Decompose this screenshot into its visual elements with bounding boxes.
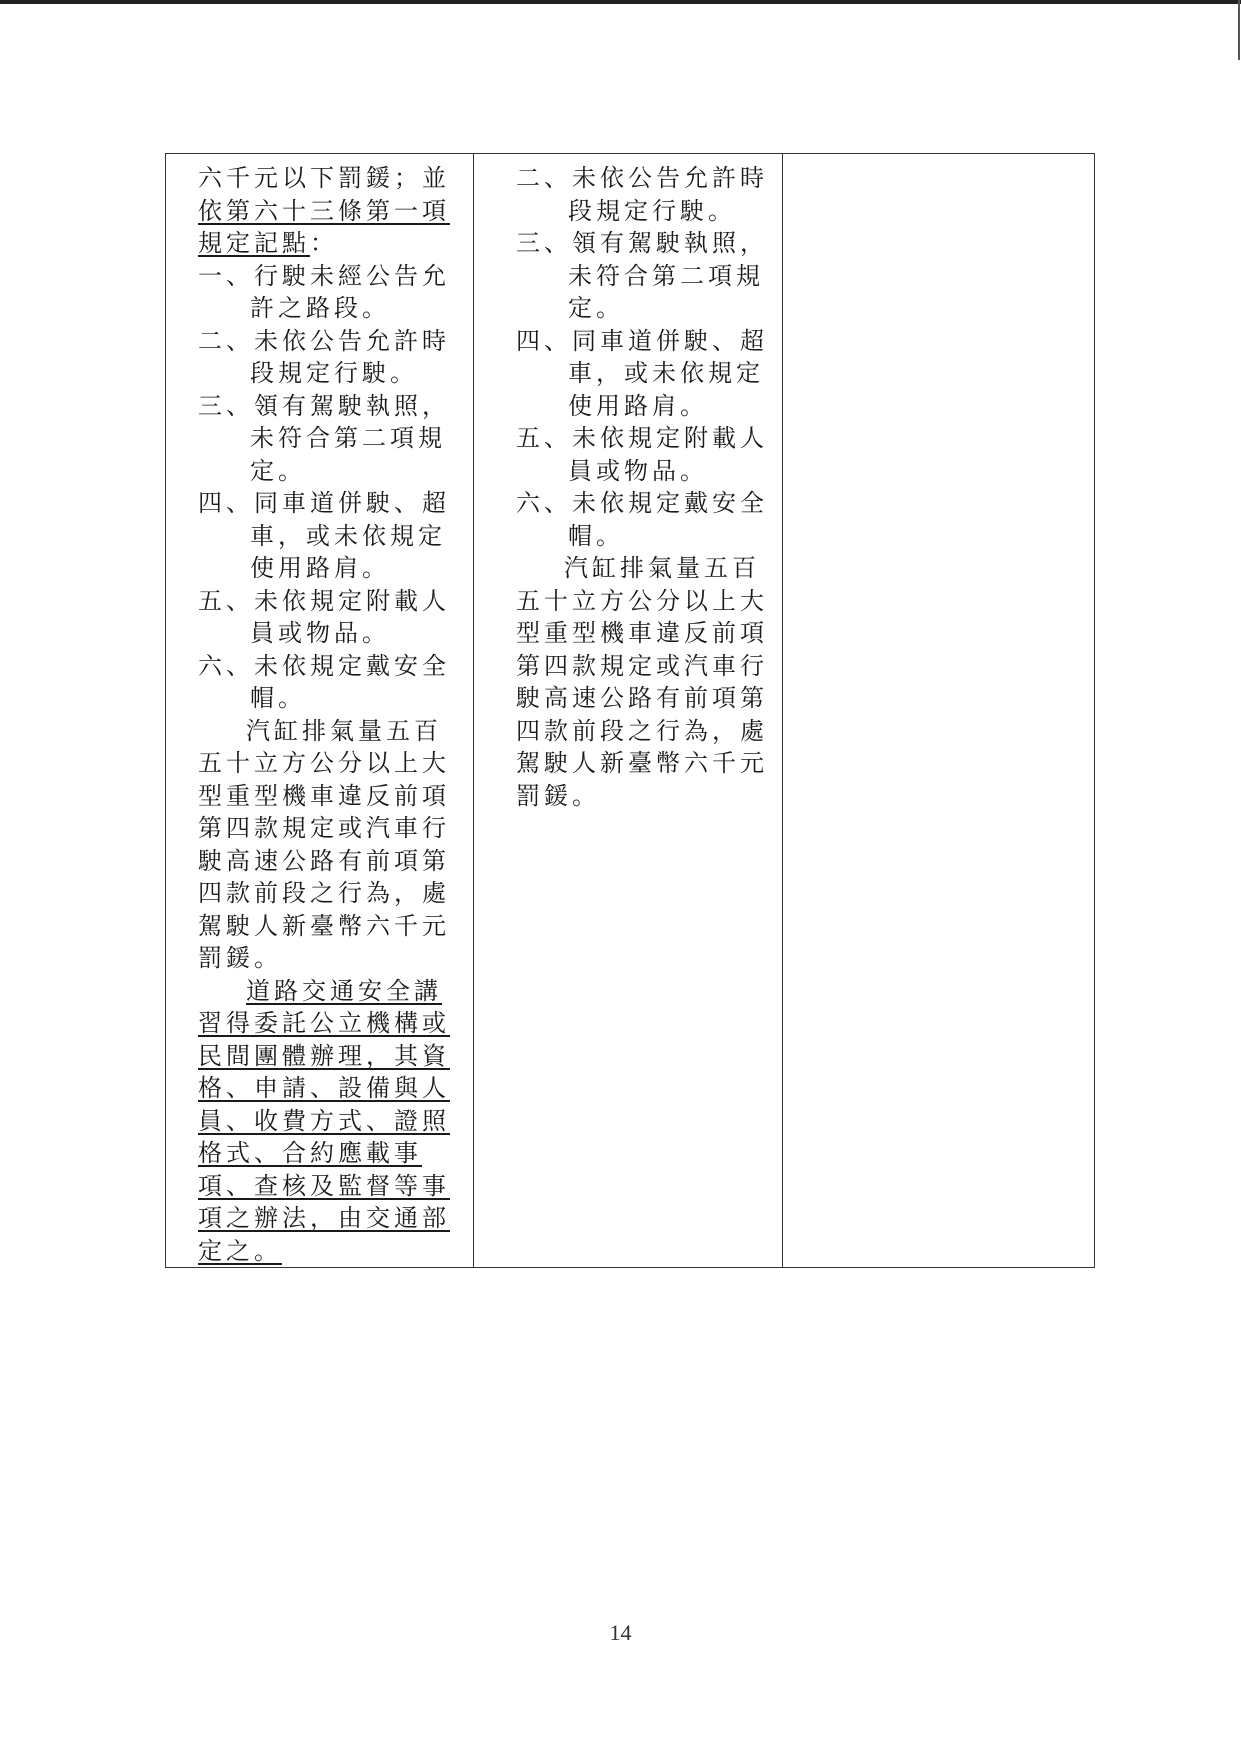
list-item: 二、未依公告允許時段規定行駛。 [516,164,768,225]
explanation-column [783,154,1095,1268]
list-item: 三、領有駕駛執照，未符合第二項規定。 [516,229,768,322]
penalty-paragraph: 汽缸排氣量五百五十立方公分以上大型重型機車違反前項第四款規定或汽車行駛高速公路有前項第四款前段之行為，處駕駛人新臺幣六千元罰鍰。 [198,716,450,972]
penalty-paragraph: 汽缸排氣量五百五十立方公分以上大型重型機車違反前項第四款規定或汽車行駛高速公路有前項第四款前段之行為，處駕駛人新臺幣六千元罰鍰。 [516,554,768,810]
top-border [0,0,1241,4]
intro-underlined-text: 依第六十三條第一項規定記點 [198,196,450,257]
column1-intro [198,162,465,260]
page-number: 14 [609,1620,632,1645]
list-item: 四、同車道併駛、超車，或未依規定使用路肩。 [516,326,768,420]
list-item: 四、同車道併駛、超車，或未依規定使用路肩。 [198,489,450,582]
list-item: 三、領有駕駛執照，未符合第二項規定。 [198,391,450,485]
current-text-column [474,154,783,1268]
list-item: 六、未依規定戴安全帽。 [516,489,768,550]
intro-colon: ： [310,229,338,257]
list-item: 二、未依公告允許時段規定行駛。 [198,326,450,387]
table-row [166,154,1095,1268]
list-item: 五、未依規定附載人員或物品。 [198,586,450,647]
right-border [1238,0,1240,60]
list-item: 五、未依規定附載人員或物品。 [516,424,768,485]
list-item: 六、未依規定戴安全帽。 [198,651,450,712]
intro-text: 六千元以下罰鍰；並 [198,164,450,192]
amended-text-column [166,154,474,1268]
comparison-table [165,153,1095,1268]
new-underlined-paragraph: 道路交通安全講習得委託公立機構或民間團體辦理，其資格、申請、設備與人員、收費方式、證照格式、合約應載事項、查核及監督等事項之辦法，由交通部定之。 [198,976,450,1265]
list-item: 一、行駛未經公告允許之路段。 [198,261,450,322]
